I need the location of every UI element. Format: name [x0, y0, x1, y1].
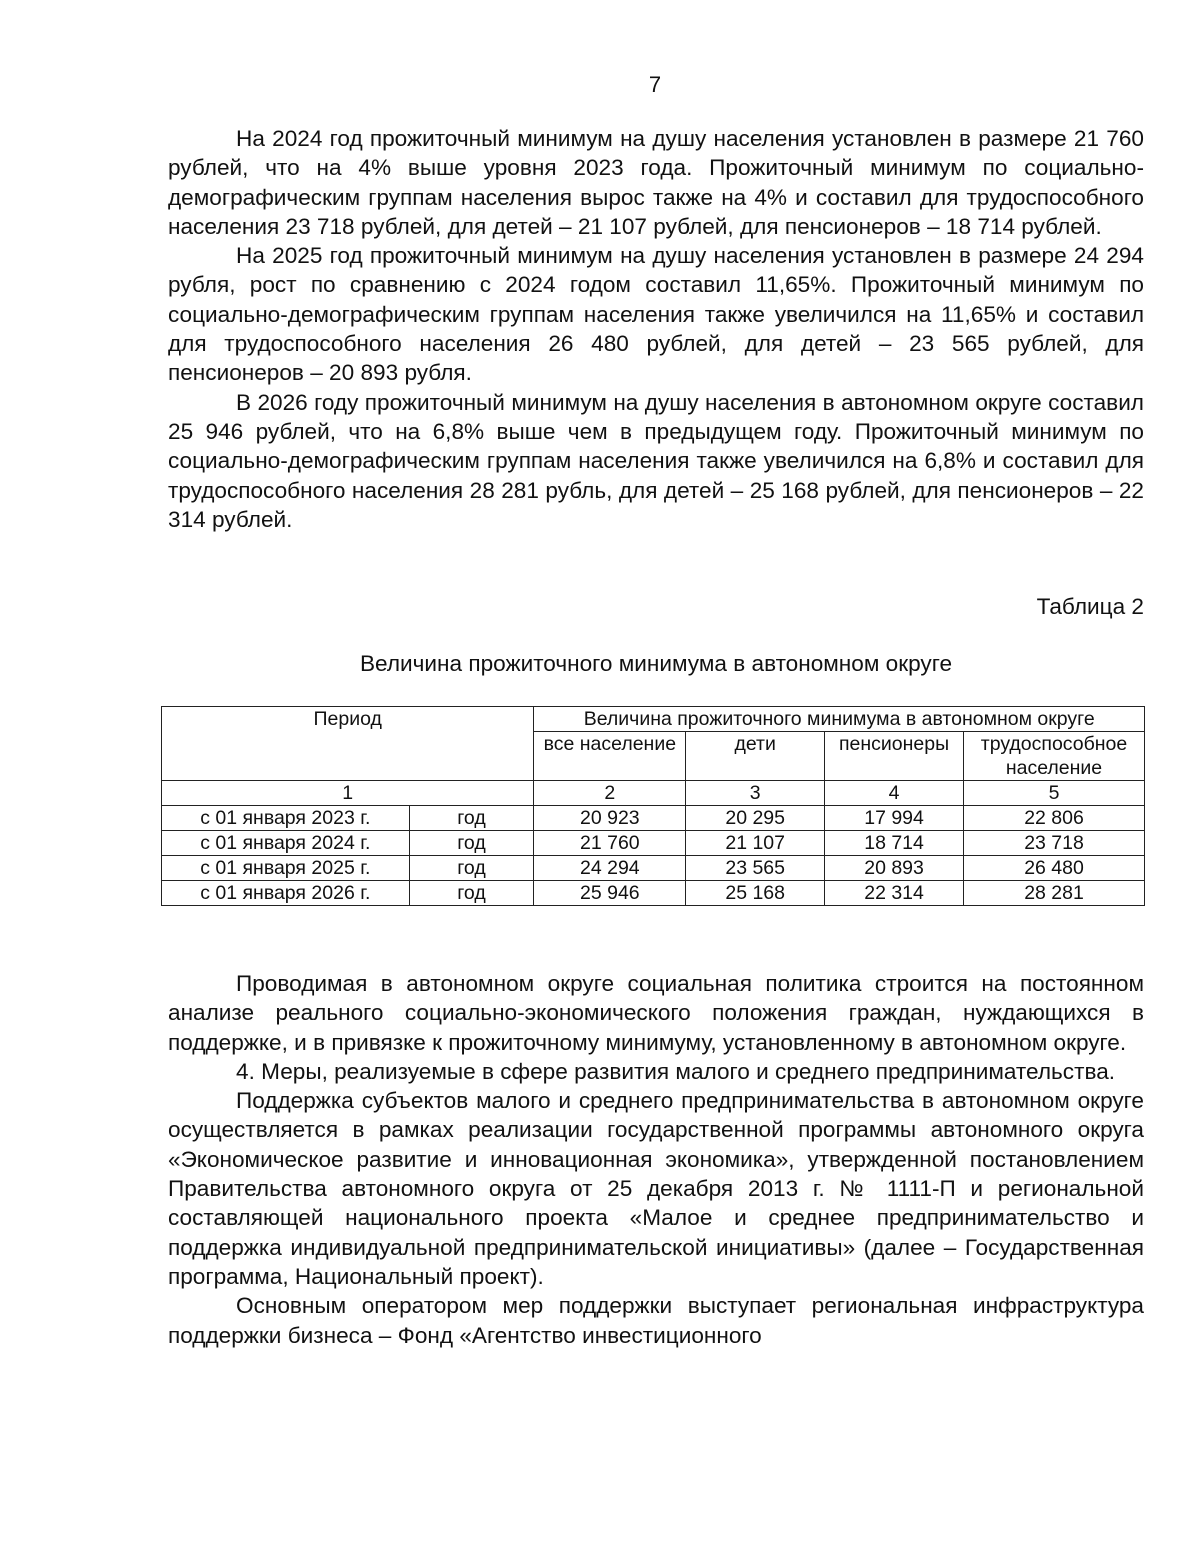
policy-text	[168, 969, 1144, 1350]
period-date: с 01 января 2024 г.	[162, 831, 410, 856]
value-pensioners: 22 314	[825, 881, 964, 906]
value-pensioners: 20 893	[825, 856, 964, 881]
value-working: 28 281	[964, 881, 1145, 906]
table-label: Таблица 2	[1036, 594, 1144, 619]
table-title: Величина прожиточного минимума в автономном округе	[359, 651, 953, 676]
header-period: Период	[162, 707, 534, 781]
paragraph-2024: На 2024 год прожиточный минимум на душу населения установлен в размере 21 760 рублей, что на 4% выше уровня 2023 года. Прожиточный минимум по социально-демографическим группам населения вырос также на 4% и составил для трудоспособного населения 23 718 рублей, для детей – 21 107 рублей, для пенсионеров – 18 714 рублей.	[168, 126, 1144, 239]
value-children: 21 107	[686, 831, 825, 856]
value-all: 20 923	[534, 806, 686, 831]
column-number: 4	[825, 781, 964, 806]
value-working: 26 480	[964, 856, 1145, 881]
period-unit: год	[409, 806, 534, 831]
period-unit: год	[409, 831, 534, 856]
table-header-row	[162, 707, 1145, 732]
paragraph-2025: На 2025 год прожиточный минимум на душу населения установлен в размере 24 294 рубля, рост по сравнению с 2024 годом составил 11,65%. Прожиточный минимум по социально-демографическим группам населения также увеличился на 11,65% и составил для трудоспособного населения 26 480 рублей, для детей – 23 565 рублей, для пенсионеров – 20 893 рубля.	[168, 243, 1144, 386]
value-children: 20 295	[686, 806, 825, 831]
period-date: с 01 января 2026 г.	[162, 881, 410, 906]
column-numbers-row	[162, 781, 1145, 806]
paragraph-social-policy: Проводимая в автономном округе социальная политика строится на постоянном анализе реального социально-экономического положения граждан, нуждающихся в поддержке, и в привязке к прожиточному минимуму, установленному в автономном округе.	[168, 971, 1144, 1055]
column-number: 1	[162, 781, 534, 806]
column-number: 3	[686, 781, 825, 806]
value-children: 23 565	[686, 856, 825, 881]
period-unit: год	[409, 881, 534, 906]
value-working: 22 806	[964, 806, 1145, 831]
paragraph-2026: В 2026 году прожиточный минимум на душу населения в автономном округе составил 25 946 рублей, что на 6,8% выше чем в предыдущем году. Прожиточный минимум по социально-демографическим группам населения также увеличился на 6,8% и составил для трудоспособного населения 28 281 рубль, для детей – 25 168 рублей, для пенсионеров – 22 314 рублей.	[168, 389, 1144, 532]
paragraph-operator: Основным оператором мер поддержки выступает региональная инфраструктура поддержки бизнеса – Фонд «Агентство инвестиционного	[168, 1293, 1144, 1348]
subheader-all: все население	[534, 732, 686, 781]
paragraph-sme-support: Поддержка субъектов малого и среднего предпринимательства в автономном округе осуществляется в рамках реализации государственной программы автономного округа «Экономическое развитие и инновационная экономика», утвержденной постановлением Правительства автономного округа от 25 декабря 2013 г. № 1111-П и региональной составляющей национального проекта «Малое и среднее предпринимательство и поддержка индивидуальной предпринимательской инициативы» (далее – Государственная программа, Национальный проект).	[168, 1088, 1144, 1289]
table-row	[162, 831, 1145, 856]
table-row	[162, 881, 1145, 906]
section-heading-sme: 4. Меры, реализуемые в сфере развития малого и среднего предпринимательства.	[236, 1058, 1116, 1084]
value-pensioners: 17 994	[825, 806, 964, 831]
period-unit: год	[409, 856, 534, 881]
value-all: 21 760	[534, 831, 686, 856]
column-number: 5	[964, 781, 1145, 806]
value-children: 25 168	[686, 881, 825, 906]
column-number: 2	[534, 781, 686, 806]
subheader-pensioners: пенсионеры	[825, 732, 964, 781]
value-working: 23 718	[964, 831, 1145, 856]
table-row	[162, 856, 1145, 881]
value-pensioners: 18 714	[825, 831, 964, 856]
table-row	[162, 806, 1145, 831]
intro-text	[168, 124, 1144, 534]
subsistence-minimum-table	[161, 706, 1145, 906]
period-date: с 01 января 2023 г.	[162, 806, 410, 831]
value-all: 24 294	[534, 856, 686, 881]
header-group: Величина прожиточного минимума в автономном округе	[534, 707, 1145, 732]
period-date: с 01 января 2025 г.	[162, 856, 410, 881]
subheader-children: дети	[686, 732, 825, 781]
subheader-working: трудоспособное население	[964, 732, 1145, 781]
value-all: 25 946	[534, 881, 686, 906]
page-number: 7	[648, 72, 662, 97]
